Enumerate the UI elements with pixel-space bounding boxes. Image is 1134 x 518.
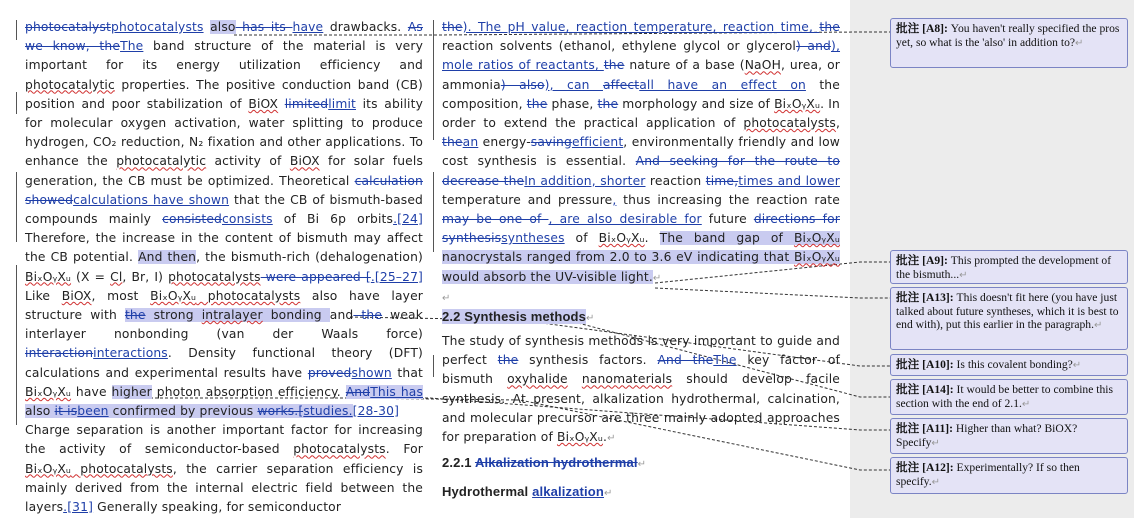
inserted-text: The bbox=[713, 353, 737, 368]
paragraph-mark: ↵ bbox=[652, 272, 662, 284]
text-run: synthesis factors. bbox=[518, 353, 658, 368]
spellcheck-word: nanomaterials bbox=[581, 372, 673, 387]
formula: BiₓOᵧXᵤ bbox=[25, 269, 72, 284]
inserted-text: shown bbox=[351, 365, 392, 380]
deleted-text: may be one of bbox=[442, 212, 549, 227]
text-run: temperature and pressure bbox=[442, 192, 613, 207]
comment-label: 批注 [A11]: bbox=[896, 422, 953, 435]
paragraph[interactable] bbox=[442, 332, 840, 448]
citation[interactable]: [28-30] bbox=[352, 404, 400, 419]
deleted-text: interaction bbox=[25, 346, 94, 361]
deleted-text: the bbox=[526, 96, 548, 111]
deleted-text: saving bbox=[530, 135, 572, 150]
inserted-text: The bbox=[120, 39, 144, 54]
paragraph[interactable] bbox=[442, 18, 840, 288]
inserted-text: consists bbox=[222, 212, 273, 227]
formula: BiₓOᵧXᵤ bbox=[598, 231, 645, 246]
text-run: . For bbox=[385, 442, 423, 457]
deleted-text: the bbox=[442, 20, 463, 34]
text-run: Generally speaking, for semiconductor bbox=[93, 500, 342, 515]
comment-text: Experimentally? If so then specify. bbox=[896, 461, 1080, 488]
paragraph-mark: ↵ bbox=[1075, 37, 1084, 49]
text-run: , environmentally friendly and low cost synthesis is essential. bbox=[442, 135, 840, 169]
inserted-text: been bbox=[77, 404, 109, 419]
text-run: . In order to extend the practical application of bbox=[442, 96, 840, 131]
text-run: of Bi 6p orbits bbox=[272, 212, 394, 227]
formula: BiₓOᵧXᵤ bbox=[150, 288, 197, 303]
paragraph-mark: ↵ bbox=[1094, 320, 1103, 331]
text-run: . bbox=[603, 430, 608, 445]
text-run: thus increasing the reaction rate bbox=[616, 192, 840, 207]
text-column-left[interactable] bbox=[25, 18, 423, 517]
text-run: photon absorption efficiency. bbox=[151, 384, 346, 399]
commented-text-a12[interactable]: also bbox=[25, 404, 55, 419]
deleted-text: the bbox=[442, 135, 463, 150]
text-column-right[interactable] bbox=[442, 18, 840, 504]
paragraph-mark: ↵ bbox=[442, 292, 451, 304]
text-run: the composition, bbox=[442, 77, 840, 111]
empty-paragraph[interactable] bbox=[442, 288, 840, 307]
section-heading: Hydrothermal bbox=[442, 484, 533, 500]
paragraph[interactable] bbox=[25, 421, 423, 517]
inserted-text: limit bbox=[328, 96, 357, 111]
commented-text-a13[interactable]: nanocrystals ranged from 2.0 to 3.6 eV indicating that bbox=[442, 250, 794, 265]
inserted-text: ), mole ratios of reactants, bbox=[442, 39, 841, 73]
heading-hydrothermal[interactable] bbox=[442, 482, 840, 503]
comment-label: 批注 [A13]: bbox=[896, 291, 954, 304]
text-run: activity of bbox=[206, 154, 290, 169]
paragraph-mark: ↵ bbox=[931, 437, 940, 449]
deleted-text: calculation showed bbox=[25, 173, 423, 207]
comment-label: 批注 [A10]: bbox=[896, 358, 954, 371]
text-run: , Br, I) bbox=[122, 269, 169, 284]
inserted-text: ). The pH value, reaction temperature, reaction time, bbox=[462, 20, 820, 34]
inserted-text: photocatalysts bbox=[111, 20, 204, 34]
text-run: reaction bbox=[645, 173, 706, 188]
deleted-text: the bbox=[597, 96, 619, 111]
formula: BiₓOᵧXᵤ bbox=[556, 430, 604, 445]
inserted-text: syntheses bbox=[501, 231, 565, 246]
citation[interactable]: .[24] bbox=[393, 212, 423, 227]
paragraph-mark: ↵ bbox=[586, 312, 595, 324]
deleted-text: And the bbox=[657, 353, 714, 368]
text-run: also have layer structure with bbox=[25, 288, 424, 323]
deleted-text: the bbox=[497, 353, 519, 368]
deleted-text: directions for synthesis bbox=[442, 212, 840, 246]
section-heading: 2.2.1 bbox=[442, 455, 475, 471]
paragraph-mark: ↵ bbox=[603, 488, 613, 500]
comment-label: 批注 [A9]: bbox=[896, 254, 948, 267]
inserted-text: studies. bbox=[303, 404, 353, 419]
inserted-text: an bbox=[462, 135, 479, 150]
comment-label: 批注 [A8]: bbox=[896, 22, 948, 35]
formula: BiₓOᵧXᵤ bbox=[793, 231, 840, 246]
inserted-text: have bbox=[292, 20, 324, 34]
text-run: Charge separation is another important factor for increasing the activity of semiconductor-based bbox=[25, 423, 423, 457]
comment-text: Is this covalent bonding? bbox=[956, 358, 1073, 371]
paragraph-mark: ↵ bbox=[607, 433, 616, 445]
text-run: The study of synthesis methods is very important to guide and perfect bbox=[442, 334, 840, 368]
paragraph-mark: ↵ bbox=[637, 459, 647, 471]
deleted-text: consisted bbox=[162, 212, 222, 227]
text-run: key factor of bismuth bbox=[442, 353, 840, 387]
commented-text-a13[interactable]: would absorb the UV-visible light. bbox=[442, 269, 653, 284]
deleted-text: ) and bbox=[795, 39, 831, 54]
text-run: for solar fuels generation, the CB must be optimized. Theoretical bbox=[25, 154, 424, 188]
text-run: properties. The positive conduction band (CB) position and poor stabilization of bbox=[25, 77, 423, 111]
text-run: , the carrier separation efficiency is mainly derived from the internal electric field between the layers bbox=[25, 461, 423, 515]
text-run: . Density functional theory (DFT) calculations and experimental results have bbox=[25, 346, 423, 380]
comment-text: This doesn't fit here (you have just talked about future syntheses, which it is best to end with), put this earlier in the paragraph. bbox=[896, 291, 1119, 331]
citation[interactable]: .[31] bbox=[63, 500, 94, 515]
spellcheck-word: Cl bbox=[110, 269, 123, 284]
text-run: . bbox=[644, 231, 660, 246]
text-run: its ability for molecular oxygen activation, water splitting to produce hydrogen, CO₂ reduction, N₂ fixation and other applications. To enhance the bbox=[25, 96, 424, 169]
comment-text: It would be better to combine this section with the end of 2.1. bbox=[896, 383, 1114, 410]
comment-text: You haven't really specified the pros yet, so what is the 'also' in addition to? bbox=[896, 22, 1120, 49]
text-run: weak interlayer nonbonding (van der Waals force) bbox=[25, 308, 423, 342]
text-run: that bbox=[391, 365, 423, 380]
inserted-text: efficient bbox=[571, 135, 624, 150]
deleted-text: As we know, the bbox=[25, 20, 423, 54]
spellcheck-word: photocatalytic bbox=[116, 154, 207, 169]
text-run: Like bbox=[25, 288, 62, 303]
inserted-text: all have an effect on bbox=[639, 77, 806, 92]
comment-a13[interactable] bbox=[890, 287, 1128, 350]
comment-a10[interactable] bbox=[890, 354, 1128, 376]
spellcheck-word: photocatalysts bbox=[196, 288, 301, 303]
inserted-text: , bbox=[612, 192, 617, 207]
text-run: nature of a base ( bbox=[624, 58, 745, 73]
inserted-text: interactions bbox=[93, 346, 168, 361]
deleted-text: photocatalyst bbox=[25, 20, 111, 34]
text-run: and bbox=[329, 308, 354, 323]
heading-2-2-1[interactable] bbox=[442, 453, 840, 474]
inserted-text: In addition, shorter bbox=[524, 173, 646, 188]
text-run: , bbox=[835, 116, 840, 131]
text-run: Therefore, the increase in the content of bismuth may affect the CB potential. bbox=[25, 231, 423, 265]
text-run: morphology and size of bbox=[618, 96, 775, 111]
comment-label: 批注 [A14]: bbox=[896, 383, 954, 396]
spellcheck-word: BiOX bbox=[248, 96, 279, 111]
spellcheck-word: photocatalysts bbox=[743, 116, 836, 131]
spellcheck-word: photocatalysts bbox=[71, 461, 173, 476]
commented-text-a13[interactable]: The band gap of bbox=[659, 231, 794, 246]
commented-text-a10[interactable]: bonding bbox=[262, 308, 330, 323]
comment-text: Higher than what? BiOX? Specify bbox=[896, 422, 1078, 449]
text-run: , the bismuth-rich (dehalogenation) bbox=[196, 250, 423, 265]
text-run: drawbacks. bbox=[323, 20, 408, 34]
paragraph-mark: ↵ bbox=[1021, 398, 1031, 410]
spellcheck-word: NaOH bbox=[744, 58, 781, 73]
paragraph-mark: ↵ bbox=[931, 476, 941, 488]
comment-a11[interactable] bbox=[890, 418, 1128, 454]
inserted-text: times and lower bbox=[738, 173, 840, 188]
inserted-text: This has bbox=[370, 384, 424, 399]
paragraph-mark: ↵ bbox=[1072, 360, 1082, 371]
deleted-text: the bbox=[819, 20, 840, 34]
deleted-text: were appeared [ bbox=[260, 269, 371, 284]
commented-text-a12[interactable]: confirmed by previous bbox=[108, 404, 258, 419]
section-heading: 2.2 Synthesis methods bbox=[442, 308, 587, 324]
comment-label: 批注 [A12]: bbox=[896, 461, 954, 474]
text-run: phase, bbox=[547, 96, 598, 111]
comment-a12[interactable] bbox=[890, 457, 1128, 494]
text-run: future bbox=[701, 212, 754, 227]
deleted-text: the bbox=[353, 308, 383, 323]
commented-text-a9[interactable]: And then bbox=[138, 250, 197, 265]
spellcheck-word: intralayer bbox=[201, 308, 263, 323]
text-run: (X = bbox=[71, 269, 111, 284]
deleted-text: And bbox=[345, 384, 371, 399]
text-run: , urea, or ammonia bbox=[442, 58, 840, 92]
commented-text-a8[interactable]: also bbox=[210, 20, 236, 34]
spellcheck-word: photocatalysts bbox=[293, 442, 386, 457]
text-run: energy- bbox=[478, 135, 531, 150]
deleted-text: affect bbox=[602, 77, 640, 92]
text-run bbox=[568, 372, 582, 386]
inserted-text: calculations have shown bbox=[73, 192, 230, 207]
deleted-text: the bbox=[603, 58, 625, 73]
spellcheck-word: oxyhalide bbox=[507, 372, 568, 387]
text-run: should develop facile synthesis. At present, alkalization hydrothermal, calcination, and molecular precursor are three mainly adopted approaches for preparation of bbox=[442, 372, 841, 445]
deleted-text: the bbox=[124, 308, 146, 323]
spellcheck-word: BiOX bbox=[61, 288, 92, 303]
deleted-text: has its bbox=[235, 20, 293, 34]
text-run: reaction solvents (ethanol, ethylene glycol or glycerol bbox=[442, 39, 796, 54]
formula: BiₓOᵧXᵤ bbox=[774, 96, 821, 111]
spellcheck-word: photocatalysts bbox=[168, 269, 261, 284]
text-run: of bbox=[564, 231, 599, 246]
inserted-text: alkalization bbox=[532, 484, 604, 500]
deleted-text: limited bbox=[284, 96, 329, 111]
text-run bbox=[278, 97, 285, 111]
deleted-text: Alkalization hydrothermal bbox=[474, 455, 638, 471]
formula: BiₓOᵧXᵤ bbox=[25, 384, 72, 399]
paragraph-mark: ↵ bbox=[959, 269, 968, 281]
comment-text: This prompted the development of the bismuth... bbox=[896, 254, 1112, 281]
deleted-text: time, bbox=[705, 173, 739, 188]
deleted-text: proved bbox=[307, 365, 352, 380]
text-run: that the CB of bismuth-based compounds mainly bbox=[25, 192, 423, 227]
comment-a14[interactable] bbox=[890, 379, 1128, 415]
text-run: have bbox=[71, 384, 112, 399]
paragraph[interactable] bbox=[25, 18, 423, 421]
text-run: , most bbox=[91, 288, 151, 303]
comment-a8[interactable] bbox=[890, 18, 1128, 68]
commented-text-a10[interactable]: strong bbox=[145, 308, 202, 323]
spellcheck-word: photocatalytic bbox=[25, 77, 115, 92]
deleted-text: works.[ bbox=[257, 404, 304, 419]
formula: BiₓOᵧXᵤ bbox=[793, 250, 840, 265]
inserted-text: , are also desirable for bbox=[548, 212, 702, 227]
formula: BiₓOᵧXᵤ bbox=[25, 461, 72, 476]
commented-text-a11[interactable]: higher bbox=[111, 384, 152, 399]
heading-2-2[interactable] bbox=[442, 307, 840, 328]
citation[interactable]: .[25–27] bbox=[370, 269, 423, 284]
text-run: band structure of the material is very important for its energy utilization efficiency and bbox=[25, 39, 423, 73]
deleted-text: ) also bbox=[500, 77, 545, 92]
deleted-text: And seeking for the route to decrease the bbox=[442, 154, 841, 188]
inserted-text: ), can bbox=[544, 77, 603, 92]
deleted-text: it is bbox=[54, 404, 78, 419]
spellcheck-word: BiOX bbox=[289, 154, 320, 169]
comment-a9[interactable] bbox=[890, 250, 1128, 284]
